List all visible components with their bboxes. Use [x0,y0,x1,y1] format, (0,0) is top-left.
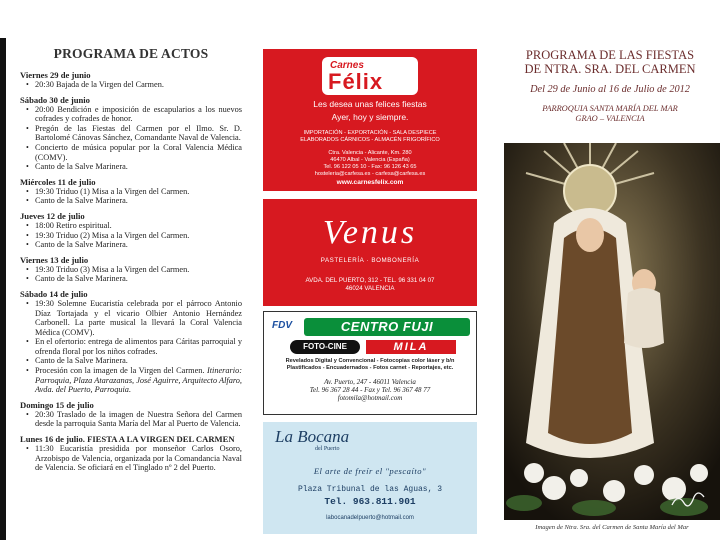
ad-venus [263,199,477,306]
event-item: • Canto de la Salve Marinera. [29,274,242,284]
event-text: Procesión con la imagen de la Virgen del Carmen. [35,366,205,376]
felix-website: www.carnesfelix.com [336,179,404,186]
left-edge-strip [0,38,6,540]
day-title: Viernes 13 de julio [20,254,89,265]
day-title: Sábado 30 de junio [20,94,90,105]
event-item: • 11:30 Eucaristía presidida por monseñor Carlos Osoro, Arzobispo de Valencia, organizada por la Comandancia Naval de Valencia. Se oficiará en el Tinglado nº 2 del Puerto. [29,444,242,473]
felix-address: Ctra. Valencia - Alicante, Km. 280 [328,150,412,156]
day-title: Sábado 14 de julio [20,288,88,299]
fuji-address: Av. Puerto, 247 - 46011 Valencia [324,378,416,386]
fuji-services: Revelados Digital y Convencional - Fotocopias color láser y b/n [285,358,455,364]
logo-felix-text: Félix [328,69,384,94]
day-block [20,211,242,250]
cover-title: PROGRAMA DE LAS FIESTAS [525,48,695,62]
event-item: • Canto de la Salve Marinera. [29,240,242,250]
event-item [29,366,242,395]
event-item: • 20:30 Traslado de la imagen de Nuestra Señora del Carmen desde la parroquia Santa María del Mar al Puerto de Valencia. [29,410,242,429]
felix-phone: Tel. 96 122 05 10 - Fax: 96 126 43 65 [323,164,417,170]
ad-centro-fuji-mila [263,311,477,415]
program-column [20,44,242,540]
day-title: Jueves 12 de julio [20,210,85,221]
day-title: Domingo 15 de julio [20,399,94,410]
event-item: • En el ofertorio: entrega de alimentos para Cáritas parroquial y ofrenda floral por los niños cofrades. [29,337,242,356]
fdv-logo: FDV [272,320,292,331]
event-item: • 20:00 Bendición e imposición de escapularios a los nuevos cofrades y cofrades de honor. [29,105,242,124]
cover-title-2: DE NTRA. SRA. DEL CARMEN [524,62,696,76]
ad-carnes-felix [263,49,477,191]
event-item: • Canto de la Salve Marinera. [29,196,242,206]
day-block [20,289,242,395]
felix-services: IMPORTACIÓN - EXPORTACIÓN - SALA DESPIECE [303,130,437,136]
event-item: • 20:30 Bajada de la Virgen del Carmen. [29,80,242,90]
day-block [20,400,242,429]
venus-address: AVDA. DEL PUERTO, 312 - TEL. 96 331 04 07 [305,277,435,284]
day-block [20,255,242,284]
event-item: • 19:30 Triduo (1) Misa a la Virgen del Carmen. [29,187,242,197]
felix-slogan-2: Ayer, hoy y siempre. [331,112,409,122]
virgen-del-carmen-photo [504,143,720,520]
cover-dates: Del 29 de Junio al 16 de Julio de 2012 [530,84,690,95]
mila-logo: MILA [366,340,456,354]
felix-email: hosteleria@carfesa.es - carfesa@carfesa.es [314,171,426,177]
day-block [20,95,242,172]
fuji-email: fotomila@hotmail.com [337,394,403,402]
bocana-email: labocanadelpuerto@hotmail.com [326,515,414,521]
centro-fuji-logo: CENTRO FUJI [304,318,470,336]
cover-header [500,48,720,124]
day-block [20,177,242,206]
event-item: • 19:30 Triduo (3) Misa a la Virgen del Carmen. [29,265,242,275]
fuji-services-2: Plastificados - Encuadernados - Fotos carnet - Reportajes, etc. [286,365,454,371]
day-title: Miércoles 11 de julio [20,176,96,187]
mila-logo-row [264,340,476,356]
event-item: • Pregón de las Fiestas del Carmen por el Ilmo. Sr. D. Bartolomé Cánovas Sánchez, Comandante Naval de Valencia. [29,124,242,143]
virgen-photo-illustration [504,143,720,520]
event-item: • Concierto de música popular por la Coral Valencia Médica (COMV). [29,143,242,162]
venus-city: 46024 VALENCIA [345,285,395,292]
day-title: Lunes 16 de julio. FIESTA A LA VIRGEN DEL CARMEN [20,434,235,445]
bocana-address: Plaza Tribunal de las Aguas, 3 [297,485,443,494]
bocana-logo: La Bocana [275,427,350,446]
event-item: • 19:30 Solemne Eucaristía celebrada por el párroco Antonio Díaz Tortajada y el vicario Olbier Antonio Hernández Carbonell. La parte musical la llevará la Coral Valencia Médica (COMV). [29,299,242,337]
photo-caption: Imagen de Ntra. Sra. del Carmen de Santa María del Mar [535,524,689,531]
cover-parish-2: GRAO – VALENCIA [575,114,645,123]
cover-parish: PARROQUIA SANTA MARÍA DEL MAR [542,104,678,113]
program-title: PROGRAMA DE ACTOS [53,46,209,61]
carnes-felix-logo [322,57,418,95]
event-item: • Canto de la Salve Marinera. [29,162,242,172]
day-title: Viernes 29 de junio [20,70,91,80]
fuji-logo-row [264,318,476,340]
fuji-phone: Tel. 96 367 28 44 - Fax y Tel. 96 367 48 77 [309,386,431,394]
bocana-slogan: El arte de freír el "pescaíto" [313,466,427,476]
felix-slogan: Les desea unas felices fiestas [313,99,427,109]
ad-la-bocana [263,422,477,534]
venus-logo: Venus [322,214,418,251]
bocana-logo-sub: del Puerto [315,446,340,452]
event-item: • 18:00 Retiro espiritual. [29,221,242,231]
procession-itinerary: Itinerario: Parroquia, Plaza Atarazanas, José Aguirre, Arquitecto Alfaro, Avda. del Puerto, Parroquia. [35,366,242,395]
bocana-phone: Tel. 963.811.901 [324,496,416,507]
day-block [20,434,242,473]
felix-services-2: ELABORADOS CÁRNICOS - ALMACÉN FRIGORÍFICO [300,137,440,143]
event-item: • 19:30 Triduo (2) Misa a la Virgen del Carmen. [29,231,242,241]
foto-cine-badge: FOTO-CINE [290,340,360,354]
venus-subtitle: PASTELERÍA · BOMBONERÍA [320,257,420,264]
felix-address-2: 46470 Albal - Valencia (España) [330,157,410,163]
event-item: • Canto de la Salve Marinera. [29,356,242,366]
day-block [20,70,242,90]
logo-carnes-text: Carnes [330,60,364,71]
